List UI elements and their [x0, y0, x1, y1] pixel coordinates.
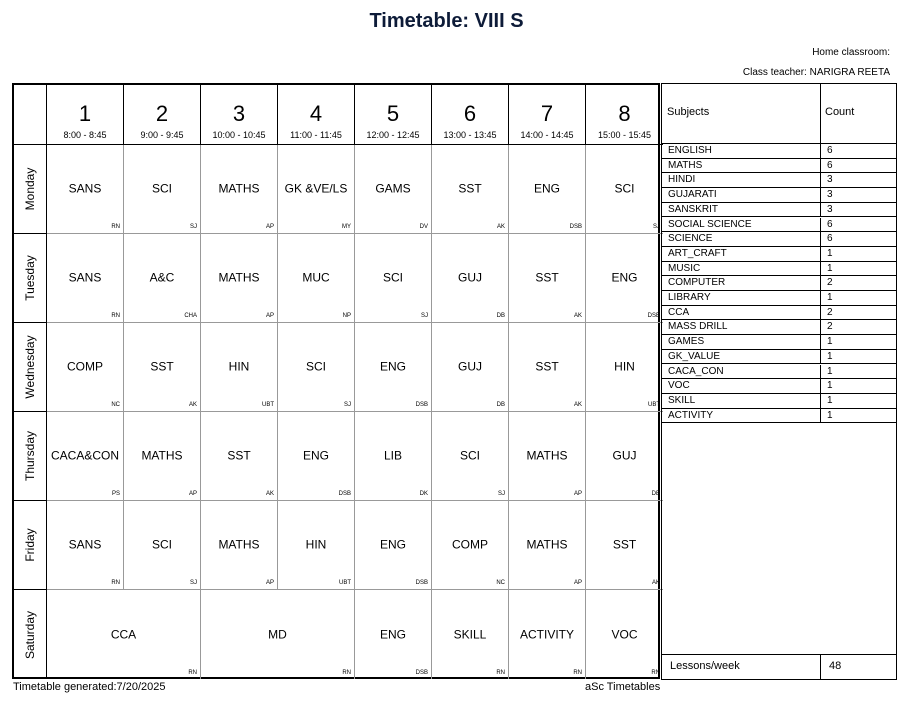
subjects-header: Subjects	[662, 84, 821, 144]
lesson-subject: GUJ	[612, 448, 637, 463]
summary-row	[662, 188, 896, 203]
summary-subject: LIBRARY	[662, 291, 821, 306]
period-time: 15:00 - 15:45	[597, 130, 652, 140]
lesson-subject: ENG	[611, 270, 638, 285]
lesson-teacher: MY	[342, 224, 351, 230]
lesson-cell	[124, 323, 201, 412]
summary-count: 6	[821, 232, 896, 247]
lesson-cell	[355, 412, 432, 501]
lesson-cell	[355, 323, 432, 412]
lesson-cell	[278, 145, 355, 234]
summary-count: 1	[821, 394, 896, 409]
lesson-subject: SCI	[151, 181, 172, 196]
lesson-teacher: DSB	[415, 580, 428, 586]
summary-count: 6	[821, 159, 896, 174]
period-number: 1	[78, 101, 92, 126]
summary-row	[662, 320, 896, 335]
lesson-teacher: RN	[496, 670, 505, 676]
lesson-teacher: AK	[188, 402, 197, 408]
day-name: Thursday	[23, 430, 37, 482]
lesson-cell	[509, 412, 586, 501]
lesson-subject: MATHS	[218, 181, 260, 196]
summary-subject: HINDI	[662, 173, 821, 188]
timetable-grid	[12, 83, 660, 679]
lesson-cell	[201, 590, 355, 679]
summary-subject: SANSKRIT	[662, 203, 821, 218]
period-number: 2	[155, 101, 169, 126]
summary-subject: CACA_CON	[662, 365, 821, 380]
summary-count: 3	[821, 173, 896, 188]
lesson-cell	[432, 412, 509, 501]
lesson-cell	[47, 590, 201, 679]
summary-subject: ACTIVITY	[662, 409, 821, 424]
lesson-cell	[509, 590, 586, 679]
day-label-friday	[14, 501, 47, 590]
day-label-saturday	[14, 590, 47, 679]
summary-count: 2	[821, 276, 896, 291]
lesson-teacher: DB	[496, 402, 505, 408]
lesson-teacher: SJ	[420, 313, 428, 319]
lesson-teacher: AP	[265, 224, 274, 230]
period-number: 5	[386, 101, 400, 126]
summary-row	[662, 247, 896, 262]
lesson-cell	[586, 234, 663, 323]
lesson-subject: HIN	[614, 359, 635, 374]
lesson-cell	[278, 234, 355, 323]
lesson-teacher: SJ	[652, 224, 660, 230]
lesson-teacher: AP	[188, 491, 197, 497]
summary-row	[662, 232, 896, 247]
day-label-tuesday	[14, 234, 47, 323]
period-header	[432, 85, 509, 145]
summary-row	[662, 306, 896, 321]
lesson-subject: ACTIVITY	[519, 626, 574, 641]
lesson-subject: SST	[612, 537, 637, 552]
subject-summary-table	[661, 83, 897, 680]
lesson-teacher: DSB	[415, 402, 428, 408]
lesson-subject: MATHS	[218, 537, 260, 552]
lesson-subject: GK &VE/LS	[284, 181, 348, 196]
lesson-cell	[47, 501, 124, 590]
lesson-subject: SKILL	[453, 626, 487, 641]
lesson-subject: SST	[150, 359, 174, 374]
summary-count: 3	[821, 203, 896, 218]
lesson-cell	[432, 234, 509, 323]
lesson-cell	[355, 590, 432, 679]
summary-subject: GK_VALUE	[662, 350, 821, 365]
summary-count: 6	[821, 144, 896, 159]
lesson-teacher: SJ	[343, 402, 351, 408]
lesson-teacher: DV	[419, 224, 428, 230]
lesson-subject: SCI	[151, 537, 172, 552]
lesson-teacher: AP	[573, 580, 582, 586]
lesson-subject: SANS	[68, 270, 102, 285]
lesson-teacher: DSB	[647, 313, 660, 319]
summary-row	[662, 276, 896, 291]
summary-subject: MASS DRILL	[662, 320, 821, 335]
lesson-subject: MATHS	[218, 270, 260, 285]
lesson-cell	[586, 590, 663, 679]
summary-subject: SKILL	[662, 394, 821, 409]
lesson-subject: COMP	[452, 537, 488, 552]
lesson-subject: SST	[535, 270, 559, 285]
summary-count: 1	[821, 335, 896, 350]
lesson-teacher: AK	[573, 402, 582, 408]
summary-count: 1	[821, 247, 896, 262]
lesson-teacher: RN	[342, 670, 351, 676]
lesson-subject: VOC	[611, 626, 638, 641]
period-header	[355, 85, 432, 145]
lesson-cell	[47, 234, 124, 323]
lesson-teacher: PS	[111, 491, 120, 497]
summary-count: 3	[821, 188, 896, 203]
period-time: 11:00 - 11:45	[290, 130, 342, 140]
lesson-cell	[201, 234, 278, 323]
lesson-subject: MD	[268, 626, 287, 641]
summary-row	[662, 218, 896, 233]
count-header: Count	[821, 84, 896, 144]
lesson-teacher: RN	[111, 313, 120, 319]
lesson-subject: ENG	[379, 359, 406, 374]
summary-count: 1	[821, 291, 896, 306]
lessons-week-value: 48	[829, 660, 842, 672]
lesson-cell	[278, 501, 355, 590]
day-name: Tuesday	[23, 255, 37, 301]
lesson-teacher: DSB	[415, 670, 428, 676]
lesson-subject: SST	[535, 359, 559, 374]
generated-date: Timetable generated:7/20/2025	[13, 681, 166, 693]
lesson-teacher: RN	[111, 580, 120, 586]
summary-count: 2	[821, 320, 896, 335]
lesson-teacher: NP	[342, 313, 351, 319]
lesson-cell	[586, 412, 663, 501]
lesson-subject: ENG	[533, 181, 560, 196]
lesson-teacher: AK	[651, 580, 660, 586]
lesson-teacher: DSB	[569, 224, 582, 230]
lesson-teacher: NC	[496, 580, 505, 586]
lesson-teacher: UBT	[339, 580, 351, 586]
period-header	[586, 85, 663, 145]
lesson-teacher: UBT	[262, 402, 274, 408]
lesson-cell	[124, 412, 201, 501]
period-number: 4	[309, 101, 323, 126]
lesson-teacher: UBT	[648, 402, 660, 408]
lesson-subject: MUC	[302, 270, 330, 285]
day-name: Saturday	[23, 610, 37, 659]
lesson-teacher: RN	[111, 224, 120, 230]
lesson-cell	[278, 323, 355, 412]
day-name: Wednesday	[23, 335, 37, 399]
brand-label: aSc Timetables	[585, 681, 661, 693]
summary-row	[662, 409, 896, 424]
period-time: 12:00 - 12:45	[366, 130, 420, 140]
summary-count: 1	[821, 262, 896, 277]
lesson-cell	[355, 234, 432, 323]
summary-count: 6	[821, 218, 896, 233]
lesson-cell	[278, 412, 355, 501]
lesson-subject: SCI	[614, 181, 635, 196]
lesson-cell	[432, 590, 509, 679]
period-header	[278, 85, 355, 145]
lesson-subject: ENG	[379, 537, 406, 552]
lesson-subject: GUJ	[458, 270, 482, 285]
lesson-teacher: AP	[265, 313, 274, 319]
summary-row	[662, 350, 896, 365]
lessons-week-row	[662, 654, 896, 679]
period-header	[124, 85, 201, 145]
lesson-teacher: RN	[573, 670, 582, 676]
lesson-teacher: SJ	[189, 580, 197, 586]
lesson-subject: GAMS	[375, 181, 411, 196]
period-number: 7	[540, 101, 554, 126]
lesson-subject: SCI	[382, 270, 403, 285]
lesson-cell	[124, 234, 201, 323]
summary-subject: SCIENCE	[662, 232, 821, 247]
lesson-subject: SCI	[305, 359, 326, 374]
lesson-subject: CCA	[110, 626, 137, 641]
summary-subject: GUJARATI	[662, 188, 821, 203]
summary-row	[662, 394, 896, 409]
lesson-subject: SCI	[459, 448, 480, 463]
lesson-teacher: RN	[651, 670, 660, 676]
lesson-subject: MATHS	[526, 448, 568, 463]
lesson-cell	[47, 145, 124, 234]
lesson-teacher: AK	[573, 313, 582, 319]
lesson-teacher: AP	[573, 491, 582, 497]
summary-count: 2	[821, 306, 896, 321]
day-label-monday	[14, 145, 47, 234]
lesson-cell	[586, 501, 663, 590]
page-title: Timetable: VIII S	[369, 10, 524, 32]
day-label-thursday	[14, 412, 47, 501]
lesson-subject: CACA&CON	[50, 448, 119, 463]
summary-count: 1	[821, 409, 896, 424]
summary-row	[662, 262, 896, 277]
lesson-teacher: AP	[265, 580, 274, 586]
lesson-cell	[201, 501, 278, 590]
lesson-teacher: RN	[188, 670, 197, 676]
lesson-cell	[124, 501, 201, 590]
lesson-teacher: DB	[496, 313, 505, 319]
lesson-cell	[201, 323, 278, 412]
summary-row	[662, 144, 896, 159]
class-teacher: Class teacher: NARIGRA REETA	[742, 67, 890, 78]
lesson-cell	[586, 145, 663, 234]
lesson-cell	[355, 145, 432, 234]
summary-subject: ART_CRAFT	[662, 247, 821, 262]
day-name: Friday	[23, 528, 37, 562]
period-time: 10:00 - 10:45	[212, 130, 266, 140]
lesson-cell	[432, 323, 509, 412]
period-time: 8:00 - 8:45	[63, 130, 107, 140]
lesson-teacher: CHA	[184, 313, 197, 319]
lesson-cell	[47, 323, 124, 412]
lesson-teacher: NC	[111, 402, 120, 408]
lesson-subject: SST	[227, 448, 251, 463]
lesson-subject: SANS	[68, 181, 102, 196]
lesson-subject: ENG	[379, 626, 406, 641]
lesson-subject: A&C	[149, 270, 175, 285]
period-number: 6	[463, 101, 477, 126]
lesson-teacher: DK	[419, 491, 428, 497]
summary-row	[662, 203, 896, 218]
period-time: 13:00 - 13:45	[443, 130, 497, 140]
summary-row	[662, 365, 896, 380]
day-label-wednesday	[14, 323, 47, 412]
period-time: 9:00 - 9:45	[140, 130, 184, 140]
summary-count: 1	[821, 350, 896, 365]
lesson-teacher: DSB	[338, 491, 351, 497]
period-header	[201, 85, 278, 145]
grid-corner	[14, 85, 47, 145]
lesson-cell	[509, 234, 586, 323]
lesson-subject: MATHS	[141, 448, 183, 463]
period-time: 14:00 - 14:45	[520, 130, 574, 140]
lesson-subject: COMP	[67, 359, 103, 374]
summary-subject: COMPUTER	[662, 276, 821, 291]
lesson-subject: HIN	[228, 359, 250, 374]
summary-row	[662, 159, 896, 174]
summary-row	[662, 173, 896, 188]
lesson-cell	[355, 501, 432, 590]
summary-count: 1	[821, 379, 896, 394]
summary-subject: MUSIC	[662, 262, 821, 277]
summary-row	[662, 291, 896, 306]
home-classroom: Home classroom:	[812, 47, 890, 58]
lesson-subject: SST	[458, 181, 482, 196]
summary-subject: VOC	[662, 379, 821, 394]
lesson-cell	[47, 412, 124, 501]
day-name: Monday	[23, 167, 37, 211]
lesson-teacher: DB	[651, 491, 660, 497]
lesson-subject: GUJ	[458, 359, 482, 374]
lesson-teacher: AK	[265, 491, 274, 497]
lesson-cell	[509, 145, 586, 234]
lesson-subject: ENG	[302, 448, 329, 463]
summary-row	[662, 335, 896, 350]
lesson-cell	[201, 145, 278, 234]
lesson-subject: MATHS	[526, 537, 568, 552]
summary-subject: CCA	[662, 306, 821, 321]
lesson-cell	[509, 501, 586, 590]
lesson-cell	[201, 412, 278, 501]
lesson-cell	[124, 145, 201, 234]
lesson-subject: HIN	[305, 537, 327, 552]
lesson-cell	[586, 323, 663, 412]
lesson-teacher: SJ	[497, 491, 505, 497]
lesson-teacher: AK	[496, 224, 505, 230]
lessons-week-label: Lessons/week	[662, 655, 821, 679]
summary-row	[662, 379, 896, 394]
lesson-subject: SANS	[68, 537, 102, 552]
summary-subject: ENGLISH	[662, 144, 821, 159]
summary-subject: GAMES	[662, 335, 821, 350]
period-header	[509, 85, 586, 145]
lesson-cell	[432, 145, 509, 234]
summary-subject: MATHS	[662, 159, 821, 174]
period-number: 3	[232, 101, 246, 126]
summary-subject: SOCIAL SCIENCE	[662, 218, 821, 233]
period-number: 8	[618, 101, 631, 126]
summary-count: 1	[821, 365, 896, 380]
lesson-cell	[432, 501, 509, 590]
lesson-teacher: SJ	[189, 224, 197, 230]
period-header	[47, 85, 124, 145]
lesson-subject: LIB	[383, 448, 402, 463]
lesson-cell	[509, 323, 586, 412]
